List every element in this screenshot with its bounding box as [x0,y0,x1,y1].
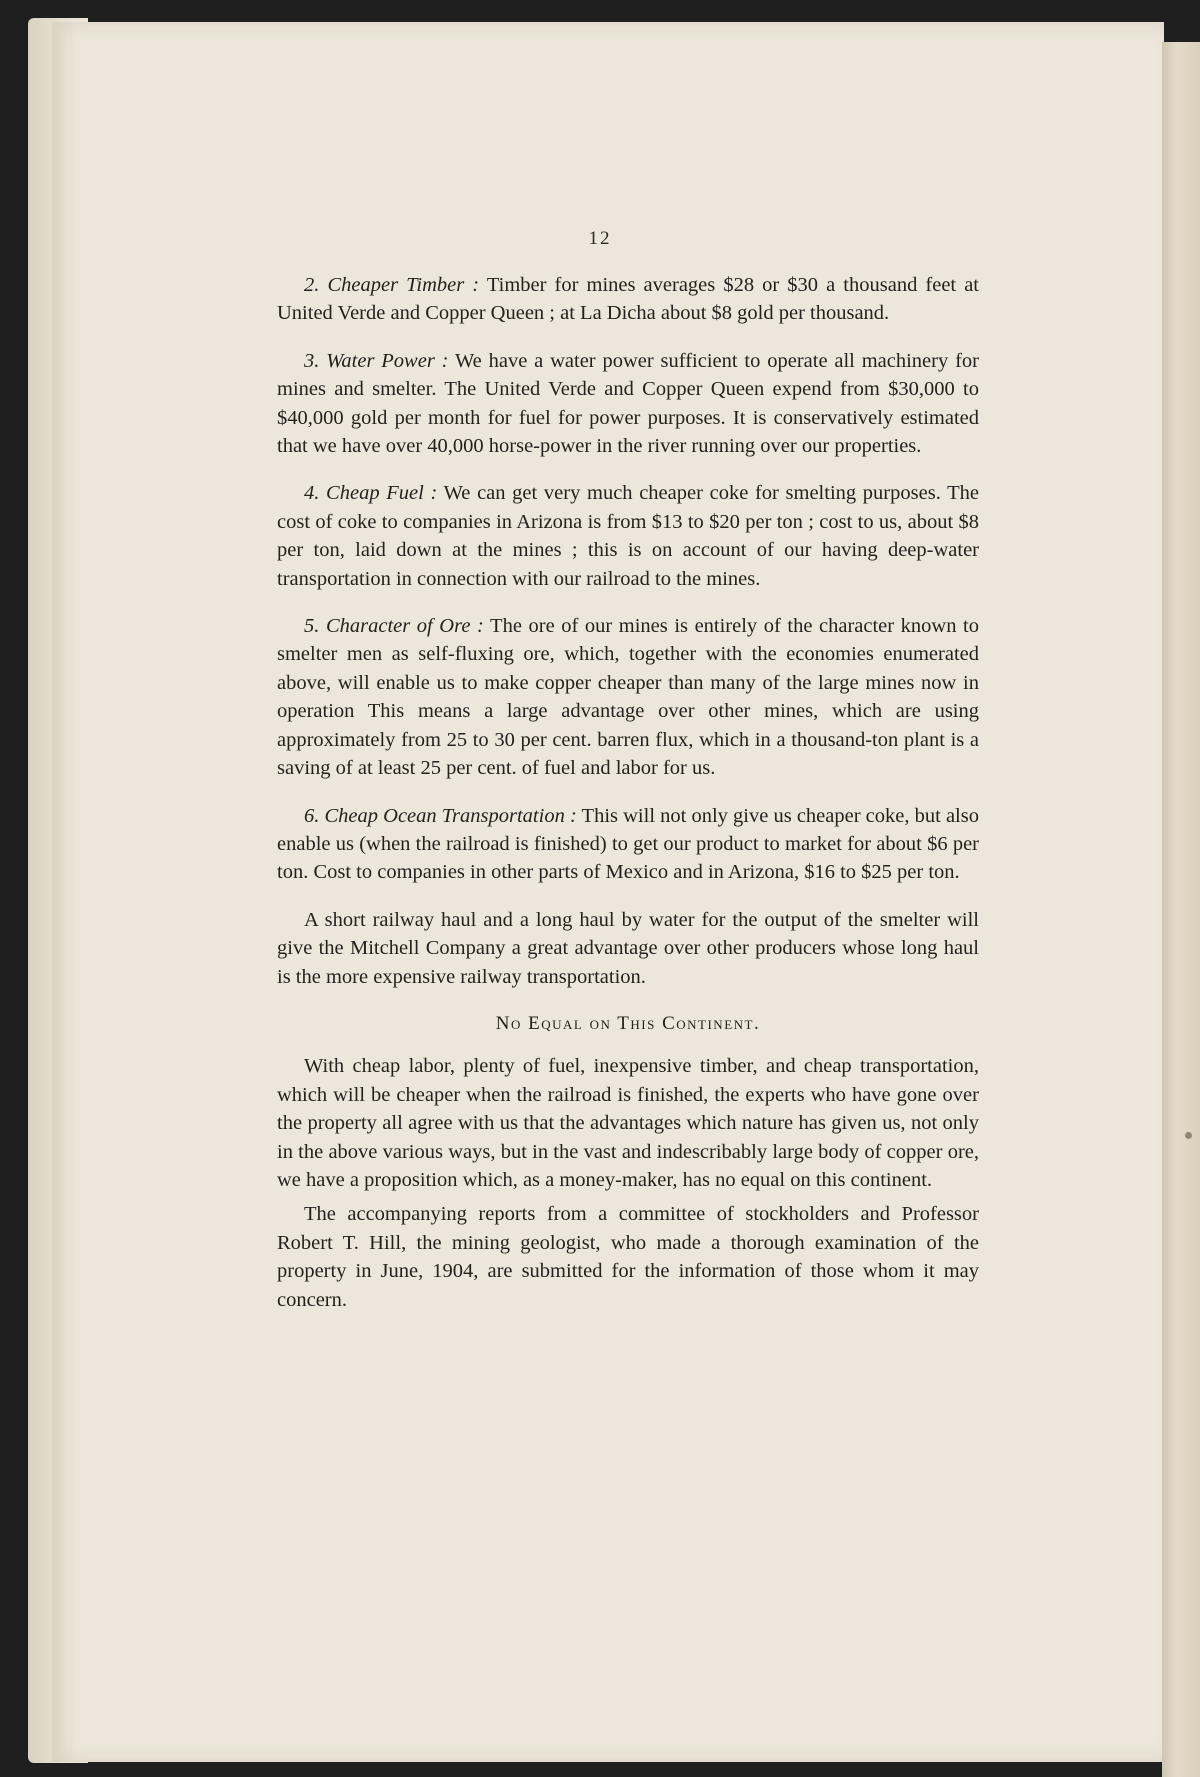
paragraph-water-power [277,347,979,461]
paragraph-body: We can get very much cheaper coke for smelting purposes. The cost of coke to companies in Arizona is from $13 to $20 per ton ; cost to us, about $8 per ton, laid down at the mines ; this is on account of our having deep-water transportation in connection with our railroad to the mines. [277,482,979,590]
paragraph-ocean-transportation [277,802,979,887]
section-heading: No Equal on This Continent. [495,1012,761,1034]
paragraph-body: The ore of our mines is entirely of the character known to smelter men as self-fluxing ore, which, together with the economies enumerated above, will enable us to make copper cheaper than many of the large mines now in operation This means a large advantage over other mines, which are using approximately from 25 to 30 per cent. barren flux, which in a thousand-ton plant is a saving of at least 25 per cent. of fuel and labor for us. [277,615,980,780]
paragraph-cheap-fuel [277,479,979,593]
paragraph-lead: 4. Cheap Fuel : [304,482,438,505]
paragraph-railway-haul: A short railway haul and a long haul by water for the output of the smelter will give the Mitchell Company a great advantage over other producers whose long haul is the more expensive railway transportation. [277,908,979,988]
paragraph-body: Timber for mines averages $28 or $30 a thousand feet at United Verde and Copper Queen ; at La Dicha about $8 gold per thousand. [277,274,979,325]
paragraph-cheaper-timber [277,271,979,328]
body-text [277,271,979,1333]
paragraph-lead: 3. Water Power : [304,349,449,372]
paragraph-lead: 6. Cheap Ocean Transportation : [304,804,577,827]
facing-page-edge [1162,42,1200,1777]
paper-spot [1185,1132,1192,1139]
paragraph-cheap-labor: With cheap labor, plenty of fuel, inexpensive timber, and cheap transportation, which will be cheaper when the railroad is finished, the experts who have gone over the property all agree with us that the advantages which nature has given us, not only in the above various ways, but in the vast and indescribably large body of copper ore, we have a proposition which, as a money-maker, has no equal on this continent. [277,1055,979,1191]
paragraph-body: We have a water power sufficient to operate all machinery for mines and smelter. The United Verde and Copper Queen expend from $30,000 to $40,000 gold per month for fuel for power purposes. It is conservatively estimated that we have over 40,000 horse-power in the river running over our properties. [277,349,979,458]
paragraph-reports: The accompanying reports from a committee of stockholders and Professor Robert T. Hill, the mining geologist, who made a thorough examination of the property in June, 1904, are submitted for the information of those whom it may concern. [277,1203,979,1311]
paragraph-character-of-ore [277,612,979,782]
paragraph-lead: 2. Cheaper Timber : [304,274,480,296]
paragraph-body: This will not only give us cheaper coke, but also enable us (when the railroad is finished) to get our product to market for about $6 per ton. Cost to companies in other parts of Mexico and in Arizona, $16 to $25 per ton. [277,804,979,884]
page-number: 12 [588,228,612,249]
paragraph-lead: 5. Character of Ore : [304,615,484,638]
